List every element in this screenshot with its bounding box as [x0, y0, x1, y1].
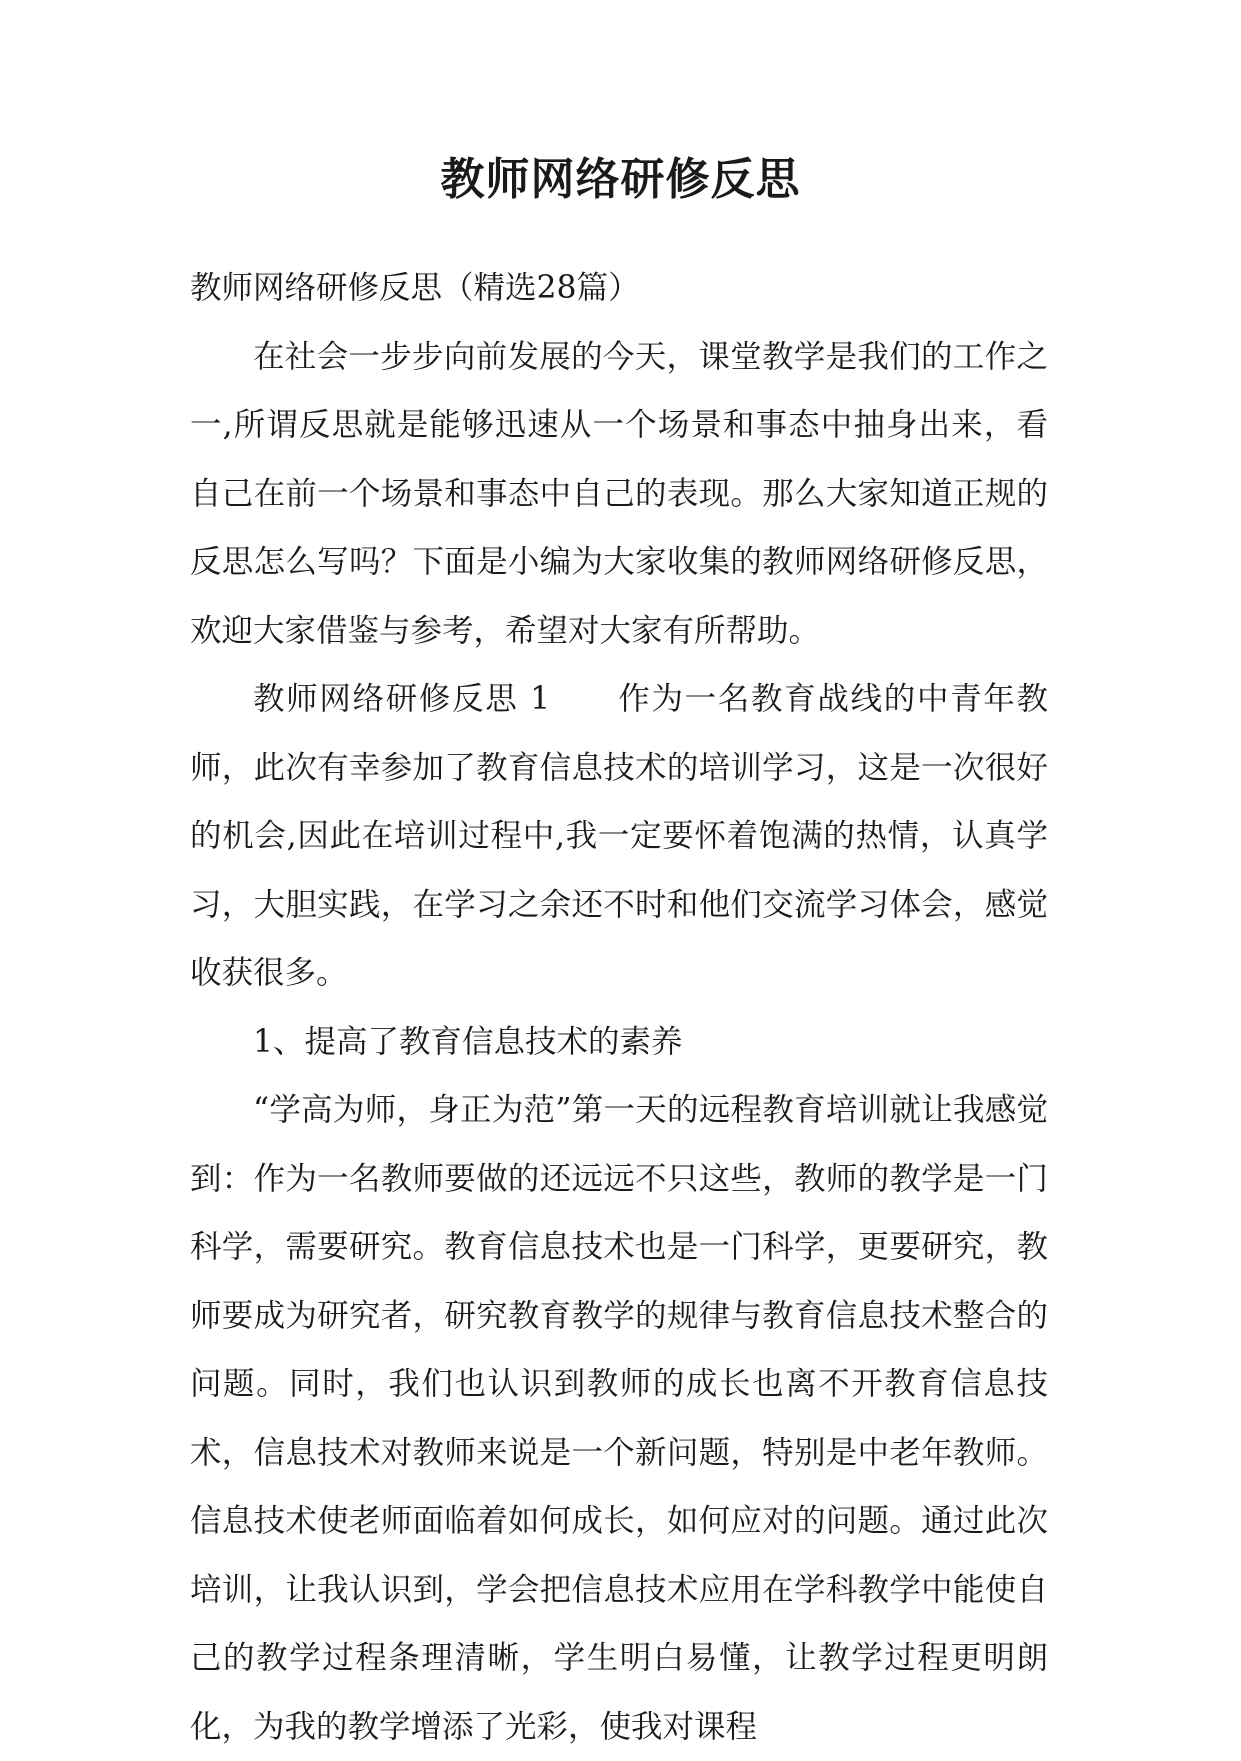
paragraph-body: “学高为师，身正为范”第一天的远程教育培训就让我感觉到：作为一名教师要做的还远远不只这些，教师的教学是一门科学，需要研究。教育信息技术也是一门科学，更要研究，教师要成为研究者，研究教育教学的规律与教育信息技术整合的问题。同时，我们也认识到教师的成长也离不开教育信息技术，信息技术对教师来说是一个新问题，特别是中老年教师。信息技术使老师面临着如何成长，如何应对的问题。通过此次培训，让我认识到，学会把信息技术应用在学科教学中能使自己的教学过程条理清晰，学生明白易懂，让教学过程更明朗化，为我的教学增添了光彩，使我对课程 [190, 1092, 1048, 1745]
paragraph-intro: 在社会一步步向前发展的今天，课堂教学是我们的工作之一,所谓反思就是能够迅速从一个场景和事态中抽身出来，看自己在前一个场景和事态中自己的表现。那么大家知道正规的反思怎么写吗？下面是小编为大家收集的教师网络研修反思，欢迎大家借鉴与参考，希望对大家有所帮助。 [190, 338, 1048, 649]
paragraph-section-1: 教师网络研修反思 1 作为一名教育战线的中青年教师，此次有幸参加了教育信息技术的培训学习，这是一次很好的机会,因此在培训过程中,我一定要怀着饱满的热情，认真学习，大胆实践，在学习之余还不时和他们交流学习体会，感觉收获很多。 [190, 681, 1048, 991]
document-subtitle: 教师网络研修反思（精选28篇） [190, 270, 640, 306]
document-body [190, 254, 1048, 1761]
section-heading: 1、提高了教育信息技术的素养 [253, 1023, 683, 1060]
document-title: 教师网络研修反思 [440, 154, 801, 205]
